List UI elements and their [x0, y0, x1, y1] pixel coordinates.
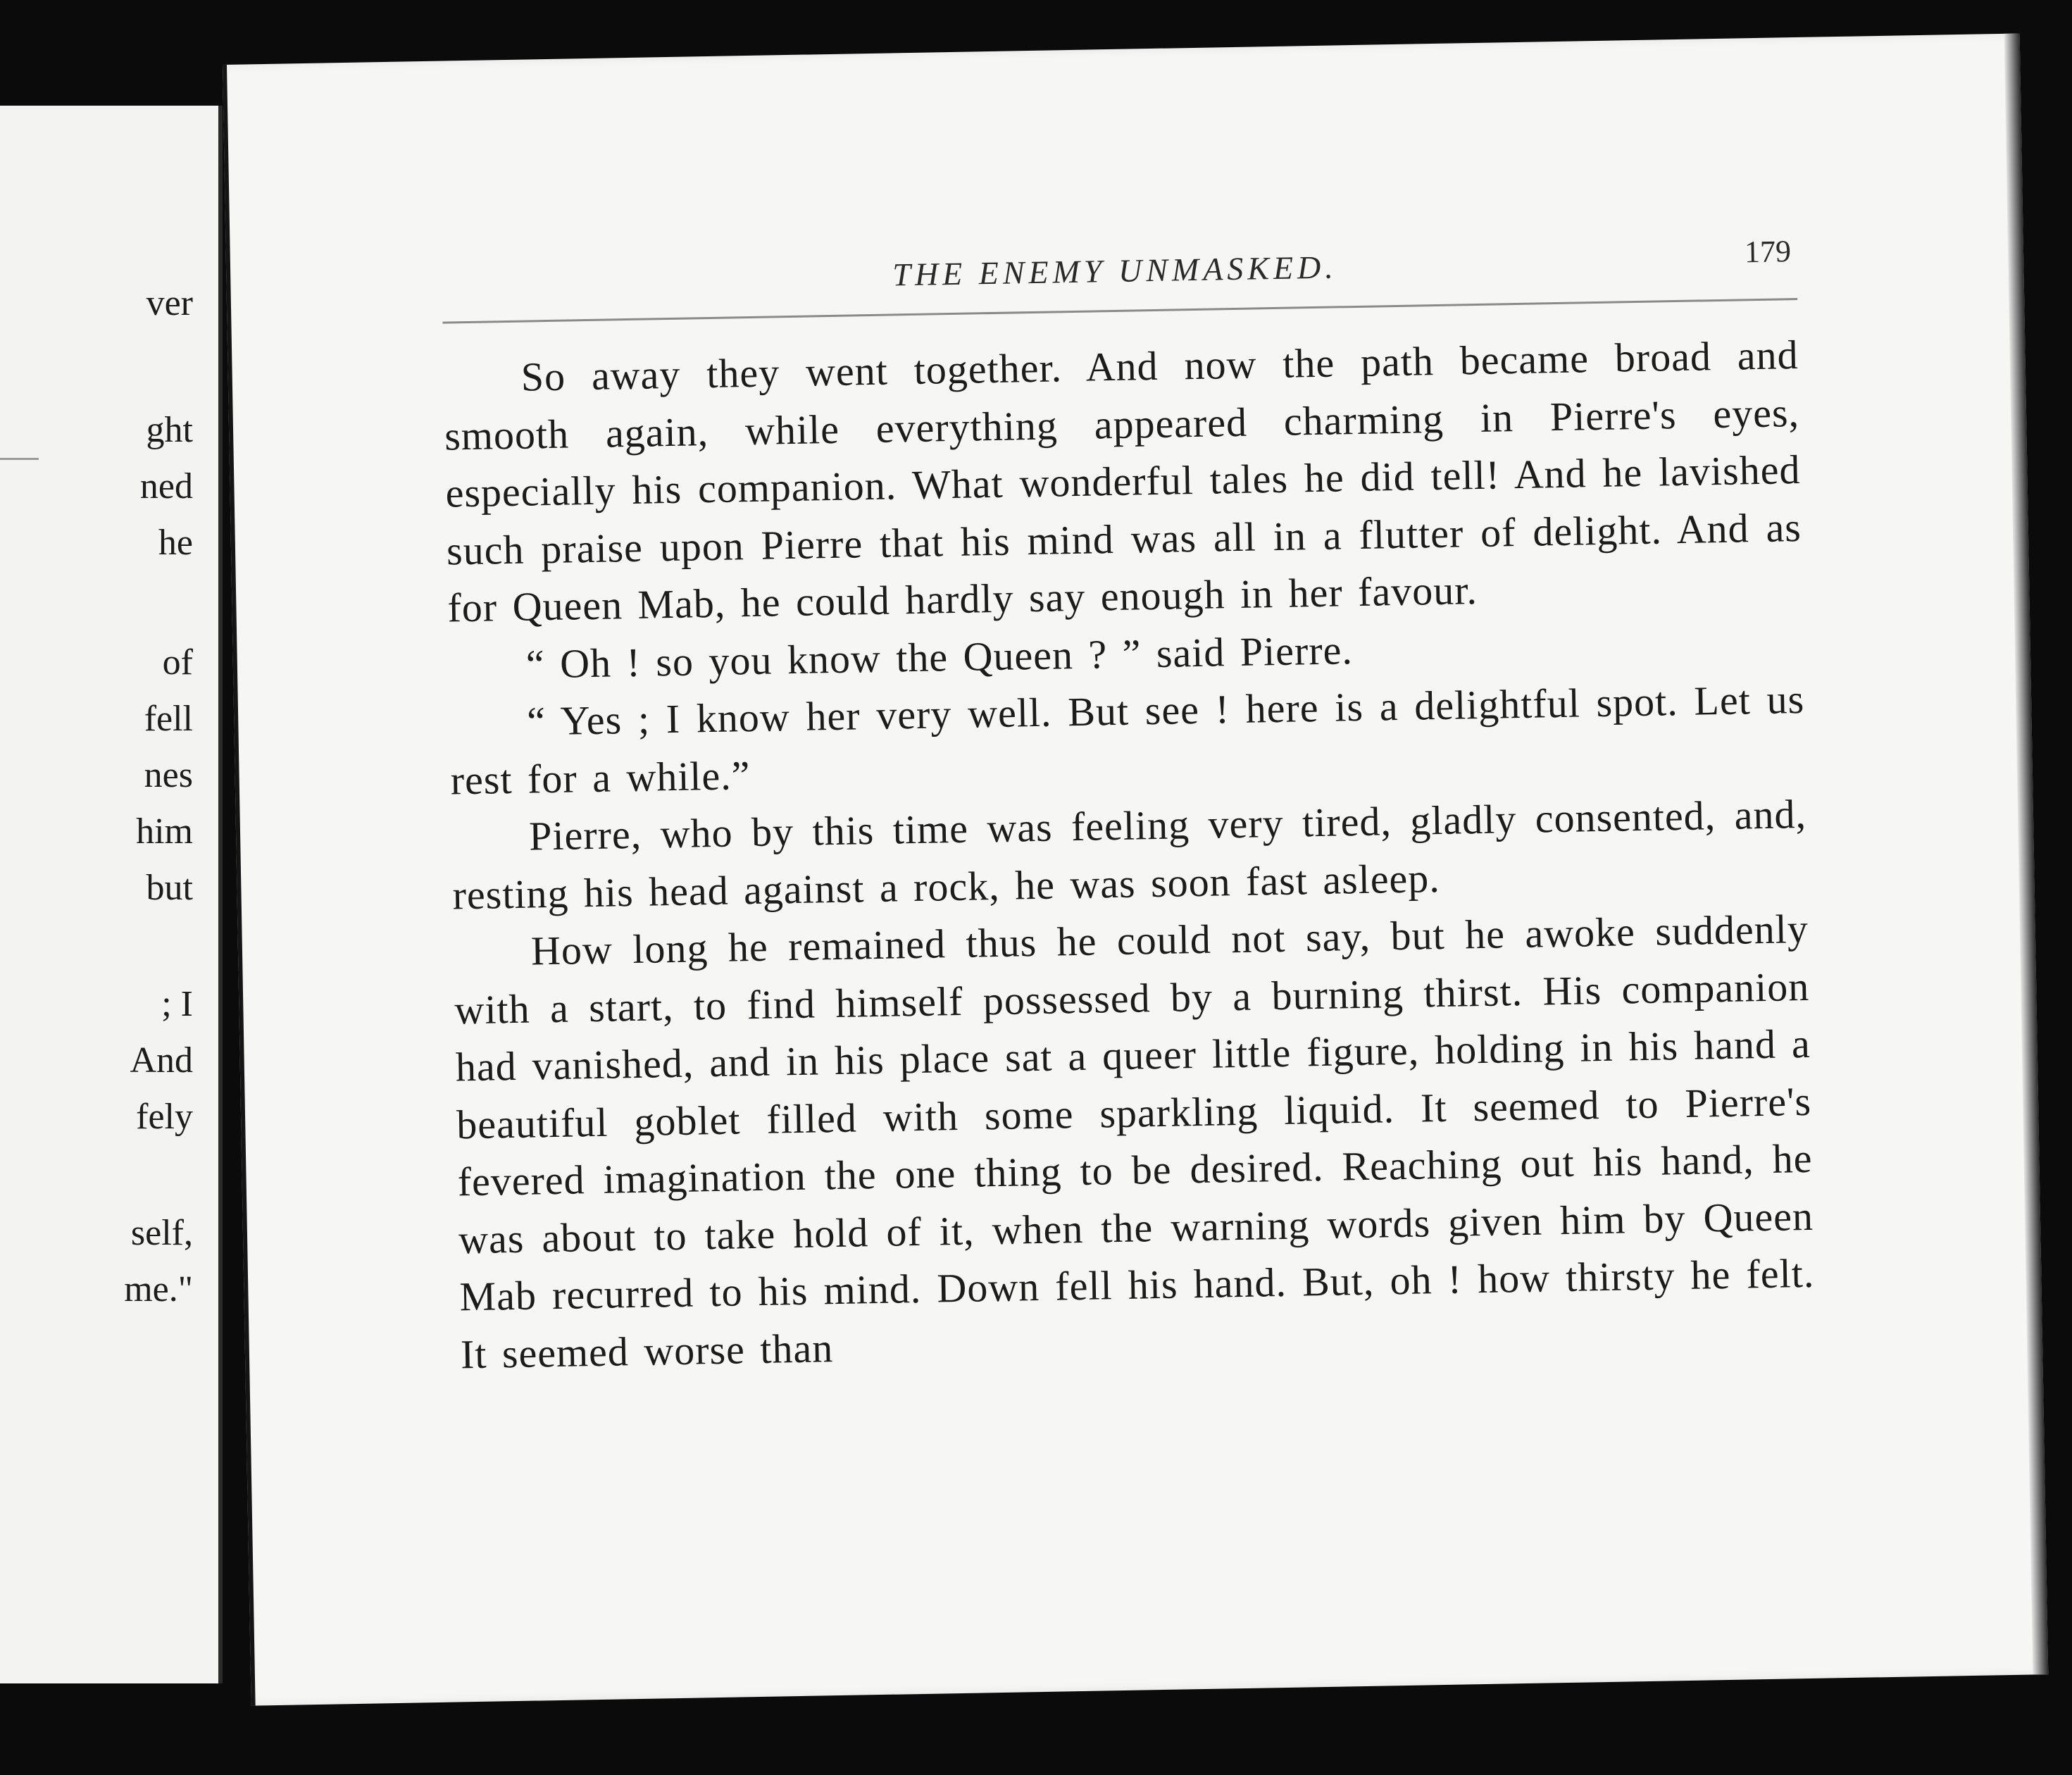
right-page: [223, 33, 2048, 1705]
left-page-fragment: fell: [144, 699, 193, 739]
left-page-fragment: fely: [136, 1097, 193, 1137]
paragraph: Pierre, who by this time was feeling very tired, gladly consented, and, resting his head against a rock, he was soon fast asleep.: [452, 790, 1807, 918]
paragraph: So away they went together. And now the path became broad and smooth again, while everything appeared charming in Pierre's eyes, especially his companion. What wonderful tales he did tell! And he lavished such praise upon Pierre that his mind was all in a flutter of delight. And as for Queen Mab, he could hardly say enough in her favour.: [444, 332, 1802, 631]
left-page-fragment: me.": [124, 1269, 193, 1309]
body-text: [443, 326, 1816, 1383]
paragraph: How long he remained thus he could not say, but he awoke suddenly with a start, to find himself possessed by a burning thirst. His companion had vanished, and in his place sat a queer little figure, holding in his hand a beautiful goblet filled with some sparkling liquid. It seemed to Pierre's fevered imagination the one thing to be desired. Reaching out his hand, he was about to take hold of it, when the warning words given him by Queen Mab recurred to his mind. Down fell his hand. But, oh ! how thirsty he felt. It seemed worse than: [454, 905, 1815, 1377]
page-edge: [2004, 33, 2049, 1674]
left-page-fragment: he: [158, 523, 193, 563]
left-page-fragment: ght: [146, 410, 193, 450]
paragraph: “ Oh ! so you know the Queen ? ” said Pierre.: [525, 626, 1354, 687]
running-head: THE ENEMY UNMASKED.: [892, 249, 1338, 293]
left-page-fragment: of: [162, 642, 193, 683]
left-page-fragment: but: [146, 868, 193, 908]
page-number: 179: [1744, 234, 1792, 270]
left-page-fragment: nes: [144, 755, 193, 795]
left-page-fragment: ; I: [161, 984, 193, 1024]
left-page-fragment: self,: [130, 1213, 193, 1253]
paragraph: “ Yes ; I know her very well. But see ! here is a delightful spot. Let us rest for a while.”: [450, 675, 1805, 803]
left-page-fragment: ver: [146, 283, 193, 323]
left-page-fragment: ned: [139, 466, 193, 506]
left-page: [0, 106, 223, 1683]
left-page-fragment: And: [130, 1040, 193, 1080]
left-page-fragment: him: [136, 811, 193, 852]
header-rule: [442, 298, 1797, 324]
left-page-rule: [0, 458, 39, 460]
